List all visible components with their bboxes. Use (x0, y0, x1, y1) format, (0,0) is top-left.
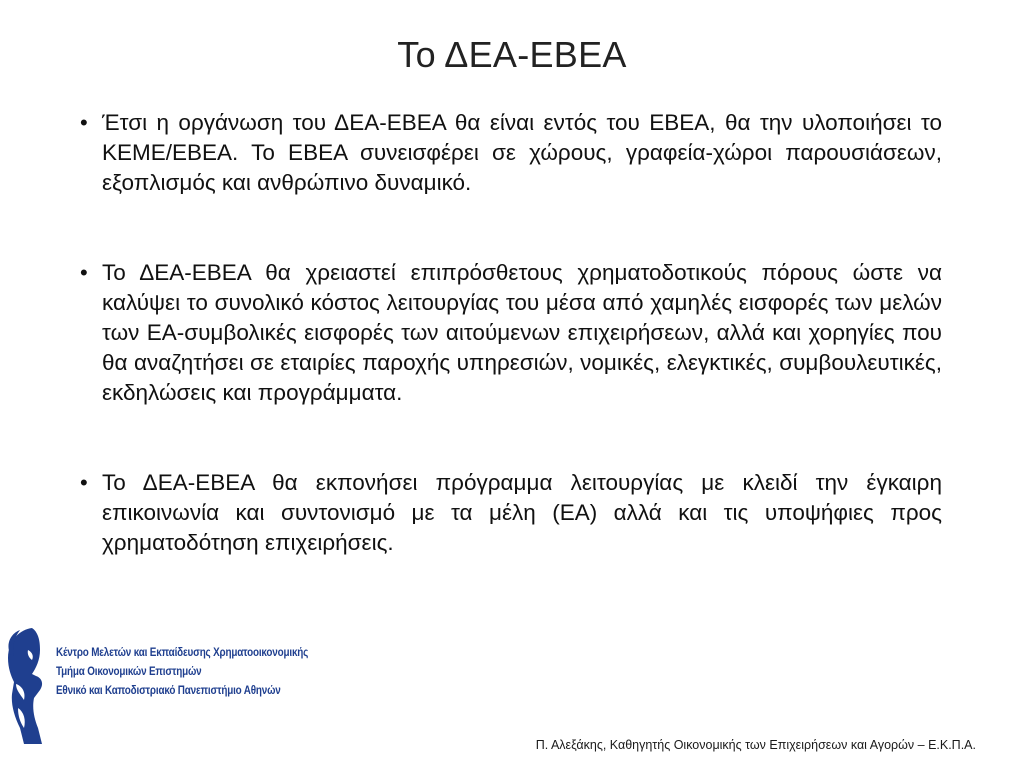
bullet-marker: • (80, 260, 88, 285)
bullet-list (80, 108, 942, 558)
athena-head-logo-icon (2, 624, 48, 748)
institution-name-line: Κέντρο Μελετών και Εκπαίδευσης Χρηματοοικονομικής (56, 647, 309, 659)
bullet-text: Το ΔΕΑ-ΕΒΕΑ θα εκπονήσει πρόγραμμα λειτουργίας με κλειδί την έγκαιρη επικοινωνία και συντονισμό με τα μέλη (ΕΑ) αλλά και τις υποψήφιες προς χρηματοδότηση επιχειρήσεις. (102, 470, 942, 555)
bullet-item (80, 468, 942, 558)
bullet-marker: • (80, 110, 88, 135)
slide-footer: Π. Αλεξάκης, Καθηγητής Οικονομικής των Επιχειρήσεων και Αγορών – Ε.Κ.Π.Α. (535, 738, 976, 752)
institution-logo (0, 624, 320, 748)
institution-name-line: Εθνικό και Καποδιστριακό Πανεπιστήμιο Αθηνών (56, 685, 281, 697)
institution-name-block (56, 644, 318, 701)
bullet-item (80, 258, 942, 408)
bullet-item (80, 108, 942, 198)
bullet-text: Έτσι η οργάνωση του ΔΕΑ-ΕΒΕΑ θα είναι εντός του ΕΒΕΑ, θα την υλοποιήσει το ΚΕΜΕ/ΕΒΕΑ. Το ΕΒΕΑ συνεισφέρει σε χώρους, γραφεία-χώροι παρουσιάσεων, εξοπλισμός και ανθρώπινο δυναμικό. (102, 110, 942, 195)
slide-title: Το ΔΕΑ-ΕΒΕΑ (397, 34, 627, 75)
bullet-text: Το ΔΕΑ-ΕΒΕΑ θα χρειαστεί επιπρόσθετους χρηματοδοτικούς πόρους ώστε να καλύψει το συνολικό κόστος λειτουργίας του μέσα από χαμηλές εισφορές των μελών των ΕΑ-συμβολικές εισφορές των αιτούμενων επιχειρήσεων, αλλά και χορηγίες που θα αναζητήσει σε εταιρίες παροχής υπηρεσιών, νομικές, ελεγκτικές, συμβουλευτικές, εκδηλώσεις και προγράμματα. (102, 260, 942, 405)
institution-name-line: Τμήμα Οικονομικών Επιστημών (56, 666, 202, 678)
bullet-marker: • (80, 470, 88, 495)
